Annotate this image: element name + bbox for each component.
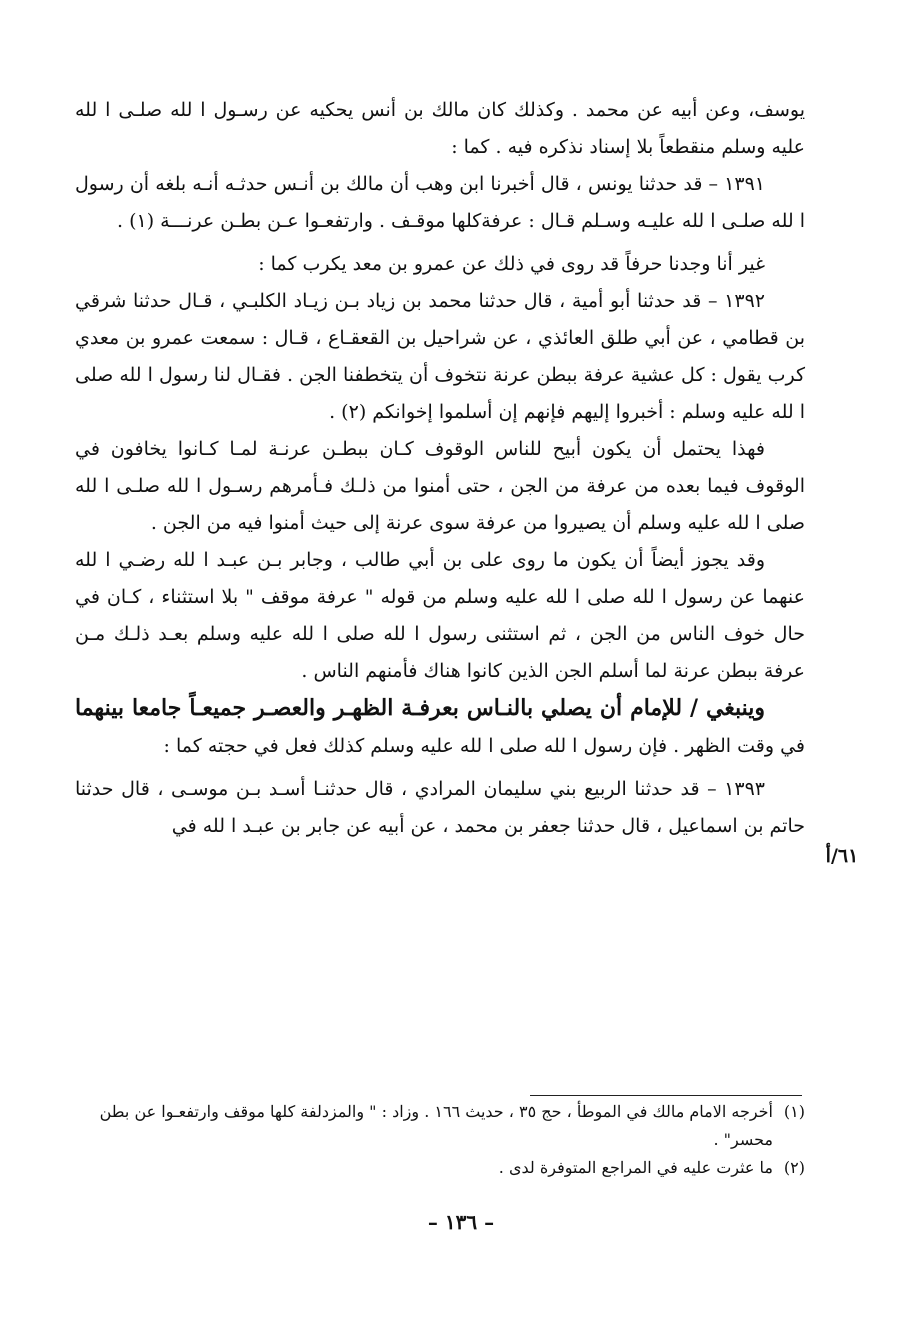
footnote-text: أخرجه الامام مالك في الموطأ ، حج ٣٥ ، حديث ١٦٦ . وزاد : " والمزدلفة كلها موقف وارتفعـوا عن بطن محسر" . <box>99 1102 773 1149</box>
page-number: – ١٣٦ – <box>427 1210 495 1234</box>
paragraph-commentary-1: فهذا يحتمل أن يكون أبيح للناس الوقوف كـان ببطـن عرنـة لمـا كـانوا يخافون في الوقوف فيما بعده من عرفة من الجن ، حتى أمنوا من ذلـك فـأمرهم رسـول ا لله صلـى ا لله صلى ا لله عليه وسلم أن يصيروا من عرفة سوى عرنة إلى حيث أمنوا فيه من الجن . <box>75 438 805 534</box>
hadith-1391: ١٣٩١ – قد حدثنا يونس ، قال أخبرنا ابن وهب أن مالك بن أنـس حدثـه أنـه بلغه أن رسول ا لله صلـى ا لله عليـه وسـلم قـال : عرفةكلها موقـف . وارتفعـوا عـن بطـن عرنـــة (١) . <box>75 173 805 232</box>
paragraph-commentary-2: وقد يجوز أيضاً أن يكون ما روى على بن أبي طالب ، وجابر بـن عبـد ا لله رضـي ا لله عنهما عن رسول ا لله صلى ا لله عليه وسلم من قوله " عرفة موقف " بلا استثناء ، كـان في حال خوف الناس من الجن ، ثم استثنى رسول ا لله صلى ا لله عليه وسلم بعـد ذلـك مـن عرفة ببطن عرنة لما أسلم الجن الذين كانوا هناك فأمنهم الناس . <box>75 549 805 682</box>
footnote-divider <box>530 1095 802 1096</box>
paragraph-transition: غير أنا وجدنا حرفاً قد روى في ذلك عن عمرو بن معد يكرب كما : <box>258 253 765 275</box>
footnote-2 <box>75 1154 805 1182</box>
hadith-1392: ١٣٩٢ – قد حدثنا أبو أمية ، قال حدثنا محمد بن زياد بـن زيـاد الكلبـي ، قـال حدثنا شرقي بن قطامي ، عن أبي طلق العائذي ، عن شراحيل بن القعقـاع ، قـال : سمعت عمرو بن معدي كرب يقول : كل عشية عرفة ببطن عرنة نتخوف أن يتخطفنا الجن . فقـال لنا رسول ا لله صلى ا لله عليه وسلم : أخبروا إليهم فإنهم إن أسلموا إخوانكم (٢) . <box>75 290 805 423</box>
footnotes <box>75 1098 805 1182</box>
section-heading: وينبغي / للإمام أن يصلي بالنـاس بعرفـة الظهـر والعصـر جميعـاً جامعا بينهما <box>75 695 765 721</box>
section-heading-rest: في وقت الظهر . فإن رسول ا لله صلى ا لله عليه وسلم كذلك فعل في حجته كما : <box>163 735 805 757</box>
paragraph-intro: يوسف، وعن أبيه عن محمد . وكذلك كان مالك بن أنس يحكيه عن رسـول ا لله صلـى ا لله عليه وسلم منقطعاً بلا إسناد نذكره فيه . كما : <box>75 99 805 158</box>
footnote-1 <box>75 1098 805 1154</box>
hadith-1393: ١٣٩٣ – قد حدثنا الربيع بني سليمان المرادي ، قال حدثنـا أسـد بـن موسـى ، قال حدثنا حاتم بن اسماعيل ، قال حدثنا جعفر بن محمد ، عن أبيه عن جابر بن عبـد ا لله في <box>75 778 805 837</box>
folio-marker: ٦١/أ <box>825 845 859 867</box>
section-heading-paragraph <box>75 690 805 765</box>
footnote-number: (١) <box>783 1102 805 1121</box>
footnote-text: ما عثرت عليه في المراجع المتوفرة لدى . <box>498 1158 773 1177</box>
footnote-number: (٢) <box>783 1158 805 1177</box>
main-text <box>75 92 805 845</box>
